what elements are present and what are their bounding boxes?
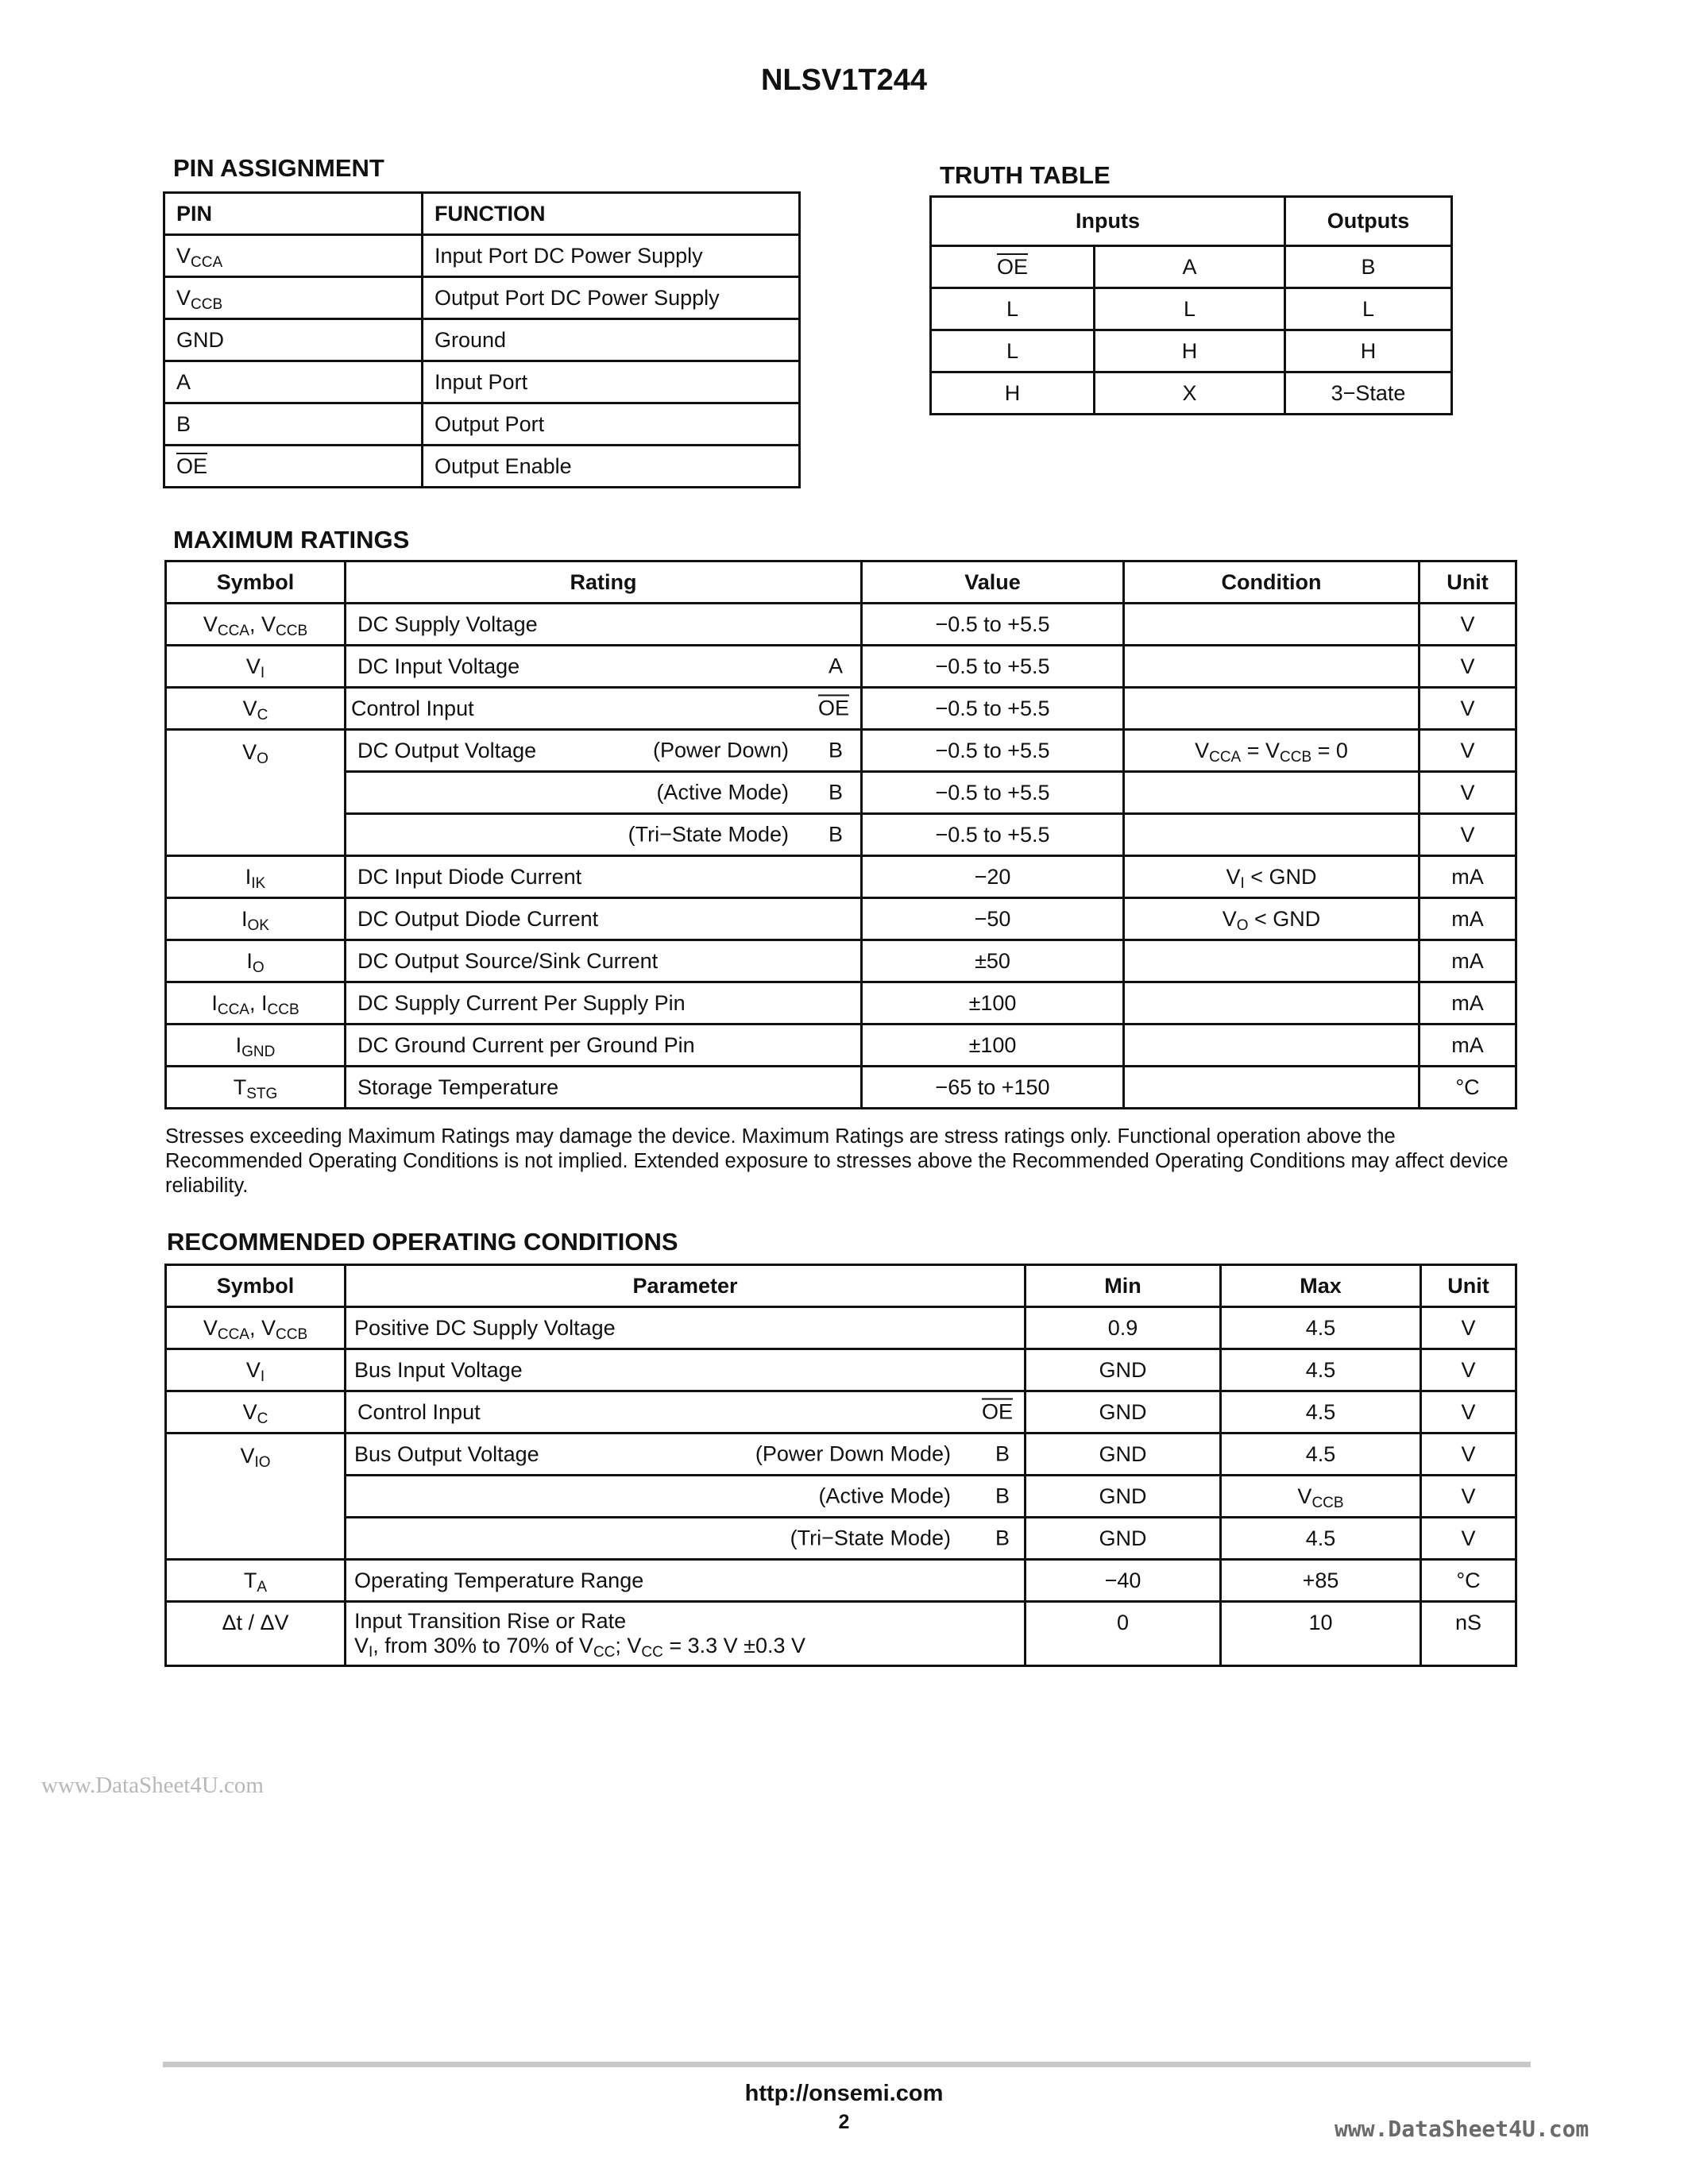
header-cell: Condition [1124, 561, 1420, 604]
mode-label: (Power Down Mode) [755, 1441, 951, 1466]
min-cell: GND [1026, 1349, 1221, 1391]
table-cell: L [931, 330, 1095, 372]
pin-cell: A [164, 361, 423, 403]
symbol-cell: Δt / ΔV [166, 1602, 346, 1666]
rating-cell: Storage Temperature [346, 1067, 862, 1109]
unit-cell: mA [1420, 1024, 1516, 1067]
max-cell: $V_{CCB}$ [1221, 1476, 1421, 1518]
parameter-line-1: Input Transition Rise or Rate [354, 1609, 627, 1633]
header-cell: Value [862, 561, 1124, 604]
table-row [931, 330, 1452, 372]
table-row [166, 688, 1516, 730]
pin-label: $\overline{OE}$ [981, 1399, 1013, 1424]
value-cell: −0.5 to +5.5 [862, 730, 1124, 772]
pin-cell: GND [164, 319, 423, 361]
table-subheader-row [931, 246, 1452, 288]
table-row [166, 1307, 1516, 1349]
table-row [164, 446, 800, 488]
table-header-row [166, 561, 1516, 604]
table-row [166, 1349, 1516, 1391]
symbol-cell: $V_{IO}$ [166, 1433, 346, 1560]
max-cell: 4.5 [1221, 1307, 1421, 1349]
table-header-row [166, 1265, 1516, 1307]
min-cell: GND [1026, 1518, 1221, 1560]
pin-cell: $V_{CCA}$ [164, 235, 423, 277]
value-cell: ±100 [862, 1024, 1124, 1067]
table-row [166, 856, 1516, 898]
pin-label: B [995, 1441, 1010, 1466]
value-cell: −0.5 to +5.5 [862, 688, 1124, 730]
table-cell: X [1095, 372, 1285, 415]
inputs-group-header: Inputs [931, 197, 1285, 246]
footer-url[interactable]: http://onsemi.com [744, 2081, 944, 2106]
function-cell: Output Enable [423, 446, 800, 488]
table-cell: H [1095, 330, 1285, 372]
maximum-ratings-table [164, 560, 1517, 1109]
unit-cell: mA [1420, 940, 1516, 982]
condition-cell [1124, 1024, 1420, 1067]
parameter-cell: Bus Input Voltage [346, 1349, 1026, 1391]
pin-label: B [828, 822, 843, 847]
header-cell: Max [1221, 1265, 1421, 1307]
value-cell: −65 to +150 [862, 1067, 1124, 1109]
unit-cell: V [1421, 1349, 1516, 1391]
rating-cell: DC Ground Current per Ground Pin [346, 1024, 862, 1067]
condition-cell [1124, 772, 1420, 814]
footer-divider [163, 2062, 1531, 2067]
value-cell: −50 [862, 898, 1124, 940]
min-cell: −40 [1026, 1560, 1221, 1602]
symbol-cell: $I_{OK}$ [166, 898, 346, 940]
max-cell: 4.5 [1221, 1349, 1421, 1391]
table-cell: H [1285, 330, 1452, 372]
parameter-cell [346, 1518, 1026, 1560]
watermark-right[interactable]: www.DataSheet4U.com [1335, 2116, 1590, 2142]
symbol-cell: $V_{CCA}$, $V_{CCB}$ [166, 1307, 346, 1349]
truth-table [929, 195, 1453, 415]
unit-cell: mA [1420, 982, 1516, 1024]
parameter-cell [346, 1602, 1026, 1666]
unit-cell: V [1420, 772, 1516, 814]
table-row [166, 730, 1516, 772]
table-row [166, 814, 1516, 856]
parameter-cell: Positive DC Supply Voltage [346, 1307, 1026, 1349]
parameter-line-2: $V_I$, from 30% to 70% of $V_{CC}$; $V_{CC} = 3.3$ V ±0.3 V [354, 1634, 806, 1661]
col-a: A [1095, 246, 1285, 288]
rating-cell: DC Supply Current Per Supply Pin [346, 982, 862, 1024]
function-cell: Output Port DC Power Supply [423, 277, 800, 319]
min-cell: 0 [1026, 1602, 1221, 1666]
unit-cell: °C [1420, 1067, 1516, 1109]
unit-cell: V [1420, 688, 1516, 730]
table-row [164, 403, 800, 446]
min-cell: 0.9 [1026, 1307, 1221, 1349]
mode-label: (Tri−State Mode) [790, 1526, 951, 1550]
rating-cell: DC Supply Voltage [346, 604, 862, 646]
header-cell: Min [1026, 1265, 1221, 1307]
header-cell: Unit [1421, 1265, 1516, 1307]
recommended-conditions-table [164, 1264, 1517, 1667]
value-cell: −0.5 to +5.5 [862, 646, 1124, 688]
max-cell: 10 [1221, 1602, 1421, 1666]
min-cell: GND [1026, 1476, 1221, 1518]
table-row [931, 372, 1452, 415]
mode-label: (Tri−State Mode) [628, 822, 789, 847]
condition-cell [1124, 604, 1420, 646]
rating-cell: DC Output Diode Current [346, 898, 862, 940]
table-row [931, 288, 1452, 330]
unit-cell: nS [1421, 1602, 1516, 1666]
pin-label: B [995, 1526, 1010, 1550]
function-cell: Input Port DC Power Supply [423, 235, 800, 277]
table-row [166, 1067, 1516, 1109]
condition-cell [1124, 646, 1420, 688]
table-header-row [164, 193, 800, 235]
table-cell: L [1285, 288, 1452, 330]
parameter-cell: Bus Output Voltage (Power Down Mode) B [346, 1433, 1026, 1476]
unit-cell: V [1421, 1476, 1516, 1518]
unit-cell: V [1421, 1518, 1516, 1560]
condition-cell: $V_O$ < GND [1124, 898, 1420, 940]
table-header-row [931, 197, 1452, 246]
col-oe: $\overline{OE}$ [931, 246, 1095, 288]
table-cell: H [931, 372, 1095, 415]
outputs-group-header: Outputs [1285, 197, 1452, 246]
symbol-cell: $I_{CCA}$, $I_{CCB}$ [166, 982, 346, 1024]
condition-cell [1124, 1067, 1420, 1109]
parameter-cell: Control Input $\overline{OE}$ [346, 1391, 1026, 1433]
pin-label: B [828, 780, 843, 805]
pin-label: B [995, 1484, 1010, 1508]
maximum-ratings-heading: MAXIMUM RATINGS [173, 526, 410, 554]
function-cell: Input Port [423, 361, 800, 403]
symbol-cell: $V_O$ [166, 730, 346, 856]
symbol-cell: $V_I$ [166, 1349, 346, 1391]
condition-cell: $V_I$ < GND [1124, 856, 1420, 898]
table-row [166, 1518, 1516, 1560]
symbol-cell: $V_C$ [166, 688, 346, 730]
table-row [166, 1391, 1516, 1433]
rating-cell: DC Output Voltage (Power Down) B [346, 730, 862, 772]
symbol-cell: $T_A$ [166, 1560, 346, 1602]
pin-label: B [828, 738, 843, 762]
table-row [166, 1602, 1516, 1666]
pin-assignment-heading: PIN ASSIGNMENT [173, 154, 384, 182]
table-row [166, 1476, 1516, 1518]
table-cell: L [1095, 288, 1285, 330]
min-cell: GND [1026, 1391, 1221, 1433]
value-cell: −20 [862, 856, 1124, 898]
rating-cell: DC Output Source/Sink Current [346, 940, 862, 982]
symbol-cell: $V_C$ [166, 1391, 346, 1433]
value-cell: −0.5 to +5.5 [862, 814, 1124, 856]
recommended-conditions-heading: RECOMMENDED OPERATING CONDITIONS [167, 1228, 678, 1256]
rating-cell: DC Input Diode Current [346, 856, 862, 898]
table-row [166, 1433, 1516, 1476]
table-row [164, 277, 800, 319]
parameter-cell: Operating Temperature Range [346, 1560, 1026, 1602]
value-cell: ±100 [862, 982, 1124, 1024]
table-cell: 3−State [1285, 372, 1452, 415]
mode-label: (Power Down) [652, 738, 789, 762]
unit-cell: V [1421, 1307, 1516, 1349]
table-row [166, 1024, 1516, 1067]
unit-cell: V [1420, 814, 1516, 856]
condition-cell: $V_{CCA} = V_{CCB} = 0$ [1124, 730, 1420, 772]
table-row [166, 604, 1516, 646]
header-cell: Symbol [166, 1265, 346, 1307]
col-b: B [1285, 246, 1452, 288]
unit-cell: V [1420, 604, 1516, 646]
table-row [164, 319, 800, 361]
rating-cell [346, 814, 862, 856]
watermark-left: www.DataSheet4U.com [41, 1773, 264, 1798]
pin-cell: B [164, 403, 423, 446]
truth-table-heading: TRUTH TABLE [940, 161, 1111, 189]
max-cell: 4.5 [1221, 1391, 1421, 1433]
value-cell: −0.5 to +5.5 [862, 772, 1124, 814]
header-cell: Symbol [166, 561, 346, 604]
condition-cell [1124, 982, 1420, 1024]
unit-cell: V [1420, 730, 1516, 772]
unit-cell: °C [1421, 1560, 1516, 1602]
unit-cell: mA [1420, 856, 1516, 898]
mode-label: (Active Mode) [818, 1484, 951, 1508]
table-row [166, 772, 1516, 814]
max-ratings-note: Stresses exceeding Maximum Ratings may damage the device. Maximum Ratings are stress ratings only. Functional operation above the Recommended Operating Conditions is not implied. Extended exposure to stresses above the Recommended Operating Conditions may affect device reliability. [165, 1125, 1508, 1197]
table-row [164, 361, 800, 403]
rating-cell: Control Input $\overline{OE}$ [346, 688, 862, 730]
header-cell: Unit [1420, 561, 1516, 604]
symbol-cell: $I_{IK}$ [166, 856, 346, 898]
header-cell: PIN [164, 193, 423, 235]
unit-cell: mA [1420, 898, 1516, 940]
table-row [166, 982, 1516, 1024]
value-cell: ±50 [862, 940, 1124, 982]
rating-cell: DC Input Voltage A [346, 646, 862, 688]
max-cell: +85 [1221, 1560, 1421, 1602]
min-cell: GND [1026, 1433, 1221, 1476]
rating-cell [346, 772, 862, 814]
unit-cell: V [1421, 1391, 1516, 1433]
table-row [166, 646, 1516, 688]
value-cell: −0.5 to +5.5 [862, 604, 1124, 646]
function-cell: Output Port [423, 403, 800, 446]
symbol-cell: $I_{GND}$ [166, 1024, 346, 1067]
unit-cell: V [1420, 646, 1516, 688]
symbol-cell: $V_I$ [166, 646, 346, 688]
pin-assignment-table [163, 191, 801, 488]
table-row [166, 898, 1516, 940]
table-row [166, 940, 1516, 982]
condition-cell [1124, 814, 1420, 856]
parameter-cell [346, 1476, 1026, 1518]
table-cell: L [931, 288, 1095, 330]
header-cell: Parameter [346, 1265, 1026, 1307]
symbol-cell: $T_{STG}$ [166, 1067, 346, 1109]
function-cell: Ground [423, 319, 800, 361]
max-cell: 4.5 [1221, 1433, 1421, 1476]
header-cell: FUNCTION [423, 193, 800, 235]
pin-label: $\overline{OE}$ [817, 696, 849, 720]
condition-cell [1124, 940, 1420, 982]
document-title: NLSV1T244 [760, 64, 928, 97]
pin-cell: $V_{CCB}$ [164, 277, 423, 319]
table-row [166, 1560, 1516, 1602]
symbol-cell: $I_O$ [166, 940, 346, 982]
table-row [164, 235, 800, 277]
condition-cell [1124, 688, 1420, 730]
header-cell: Rating [346, 561, 862, 604]
max-cell: 4.5 [1221, 1518, 1421, 1560]
unit-cell: V [1421, 1433, 1516, 1476]
mode-label: (Active Mode) [656, 780, 789, 805]
symbol-cell: $V_{CCA}$, $V_{CCB}$ [166, 604, 346, 646]
page-number: 2 [838, 2111, 850, 2133]
pin-cell: $\overline{OE}$ [164, 446, 423, 488]
pin-label: A [828, 654, 843, 678]
